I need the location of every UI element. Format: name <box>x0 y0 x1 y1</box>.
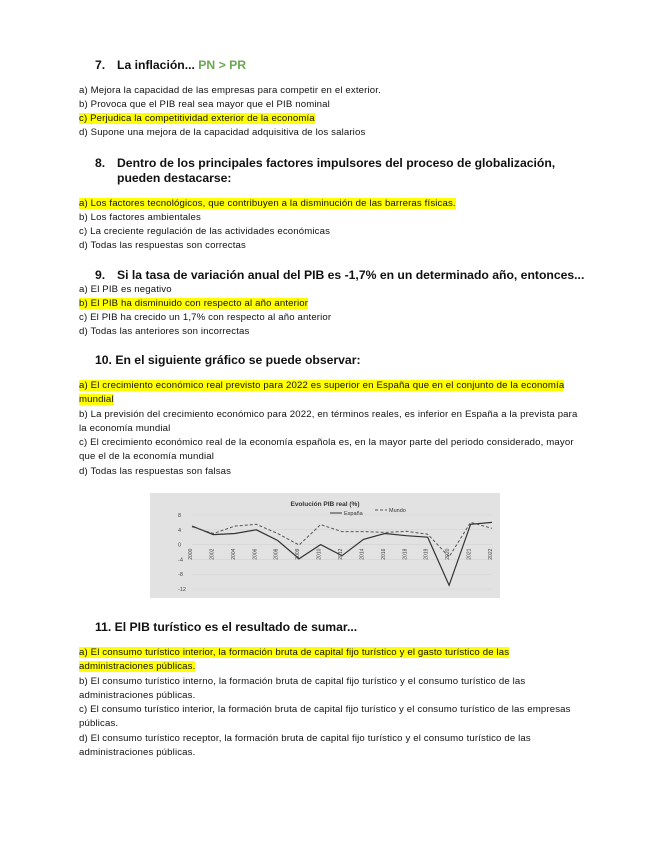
legend-mundo: Mundo <box>389 508 406 514</box>
q9-option-a: a) El PIB es negativo <box>79 284 172 295</box>
x-tick-label: 2022 <box>488 548 494 560</box>
gdp-chart <box>150 493 500 598</box>
x-tick-label: 2002 <box>209 548 216 560</box>
q11-option-c: c) El consumo turístico interior, la formación bruta de capital fijo turístico y el consumo turístico de las empresas públicas. <box>79 704 571 730</box>
y-tick-label: -8 <box>178 572 183 579</box>
x-tick-label: 2004 <box>230 548 237 560</box>
x-tick-label: 2016 <box>380 548 387 560</box>
question-9-title <box>95 267 584 284</box>
q7-option-b: b) Provoca que el PIB real sea mayor que el PIB nominal <box>79 99 330 110</box>
legend-espana: España <box>344 511 363 517</box>
x-tick-label: 2020 <box>445 548 452 560</box>
question-number: 9. <box>95 268 106 282</box>
y-tick-label: -12 <box>178 587 186 593</box>
x-tick-label: 2006 <box>252 548 259 560</box>
x-tick-label: 2019 <box>423 548 430 560</box>
question-text: Si la tasa de variación anual del PIB es -1,7% en un determinado año, entonces... <box>117 268 585 282</box>
answer-note: PN > PR <box>198 58 247 72</box>
question-7-title <box>95 57 246 74</box>
x-tick-label: 2012 <box>338 548 344 560</box>
y-tick-label: 4 <box>178 527 182 534</box>
q7-option-d: d) Supone una mejora de la capacidad adquisitiva de los salarios <box>79 127 366 138</box>
question-number: 7. <box>95 58 106 72</box>
x-tick-label: 2014 <box>359 548 366 560</box>
question-text: pueden destacarse: <box>117 171 232 185</box>
q11-option-d: d) El consumo turístico receptor, la formación bruta de capital fijo turístico y el consumo turístico de las administraciones públicas. <box>79 733 531 759</box>
y-tick-label: 8 <box>178 513 182 519</box>
q7-option-a: a) Mejora la capacidad de las empresas para competir en el exterior. <box>79 85 381 96</box>
q8-option-d: d) Todas las respuestas son correctas <box>79 240 246 251</box>
question-8-title-cont <box>95 170 231 187</box>
x-axis-ticks <box>188 548 494 559</box>
q10-option-b: b) La previsión del crecimiento económico para 2022, en términos reales, es inferior en España a la prevista para la economía mundial <box>79 409 578 435</box>
x-tick-label: 2009 <box>295 548 302 560</box>
chart-title: Evolución PIB real (%) <box>290 501 360 508</box>
x-tick-label: 2008 <box>273 548 280 560</box>
x-tick-label: 2018 <box>402 548 409 560</box>
q8-option-a <box>79 197 456 211</box>
q7-option-c <box>79 112 315 126</box>
x-tick-label: 2021 <box>466 548 473 560</box>
highlighted-answer: b) El PIB ha disminuido con respecto al año anterior <box>79 298 309 309</box>
highlighted-answer: c) Perjudica la competitividad exterior de la economía <box>79 113 315 124</box>
y-tick-label: -4 <box>178 557 183 564</box>
y-axis-ticks <box>178 513 186 593</box>
q9-option-c: c) El PIB ha crecido un 1,7% con respecto al año anterior <box>79 312 332 323</box>
q9-option-b <box>79 297 308 311</box>
q10-option-a <box>79 379 584 408</box>
question-text: Dentro de los principales factores impulsores del proceso de globalización, <box>117 156 556 170</box>
q9-option-d: d) Todas las anteriores son incorrectas <box>79 326 250 337</box>
question-11-title: 11. El PIB turístico es el resultado de sumar... <box>95 620 358 634</box>
highlighted-answer: a) El crecimiento económico real previsto para 2022 es superior en España que en el conjunto de la economía mundial <box>79 380 565 406</box>
question-text: La inflación... <box>117 58 195 72</box>
q11-option-b: b) El consumo turístico interno, la formación bruta de capital fijo turístico y el consumo turístico de las administraciones públicas. <box>79 676 526 702</box>
gdp-chart-image <box>150 493 500 598</box>
q8-option-c: c) La creciente regulación de las actividades económicas <box>79 226 331 237</box>
highlighted-answer: a) El consumo turístico interior, la formación bruta de capital fijo turístico y el gasto turístico de las administraciones públicas. <box>79 647 510 673</box>
chart-legend <box>330 508 406 517</box>
q8-option-b: b) Los factores ambientales <box>79 212 201 223</box>
x-tick-label: 2000 <box>188 548 194 560</box>
q11-option-a <box>79 646 584 675</box>
x-tick-label: 2010 <box>316 548 323 560</box>
highlighted-answer: a) Los factores tecnológicos, que contribuyen a la disminución de las barreras físicas. <box>79 198 456 209</box>
question-10-title: 10. En el siguiente gráfico se puede observar: <box>95 353 361 367</box>
y-tick-label: 0 <box>178 542 182 549</box>
q10-option-c: c) El crecimiento económico real de la economía española es, en la mayor parte del periodo considerado, mayor que el de la economía mundial <box>79 437 574 463</box>
q10-option-d: d) Todas las respuestas son falsas <box>79 466 232 477</box>
question-number: 8. <box>95 156 106 170</box>
